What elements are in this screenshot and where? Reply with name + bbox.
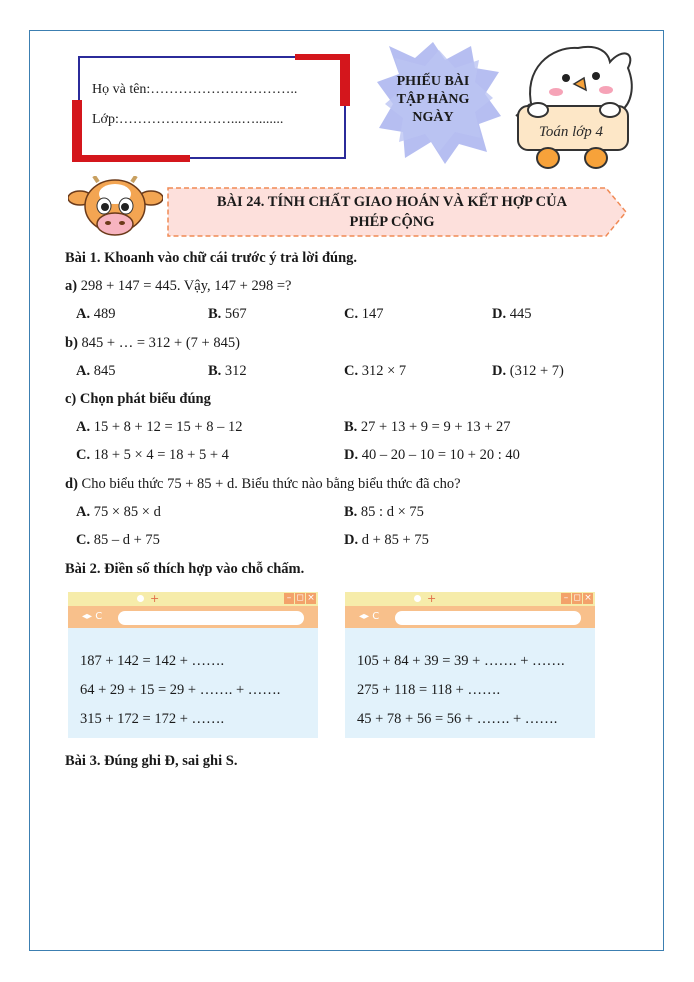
option-c[interactable]	[76, 447, 229, 464]
question-label: b)	[65, 335, 78, 351]
option-text: 40 – 20 – 10 = 10 + 20 : 40	[361, 447, 520, 463]
nav-refresh-icon: ◂▸ C	[359, 611, 380, 622]
option-letter: B.	[344, 504, 358, 520]
option-d[interactable]	[492, 306, 531, 323]
option-a[interactable]	[76, 363, 115, 380]
question-a	[65, 278, 291, 295]
info-frame	[78, 56, 346, 159]
option-text: 445	[509, 306, 532, 322]
option-letter: D.	[344, 532, 359, 548]
option-text: 15 + 8 + 12 = 15 + 8 – 12	[93, 419, 243, 435]
option-text: 85 : d × 75	[360, 504, 424, 520]
option-d[interactable]	[344, 532, 429, 549]
question-b	[65, 335, 240, 352]
restore-icon: ◻	[296, 593, 304, 603]
question-text: Cho biểu thức 75 + 85 + d. Biểu thức nào bằng biểu thức đã cho?	[81, 476, 461, 492]
question-label: d)	[65, 476, 78, 492]
option-letter: D.	[492, 363, 507, 379]
student-info-box	[78, 56, 346, 159]
option-c[interactable]	[344, 306, 383, 323]
exercise-2-right-panel	[345, 592, 595, 738]
option-letter: A.	[76, 306, 91, 322]
panel-tab-bar	[68, 592, 318, 606]
option-letter: D.	[492, 306, 507, 322]
lesson-title	[178, 192, 606, 232]
option-letter: B.	[208, 363, 222, 379]
window-controls	[284, 593, 316, 604]
question-label: a)	[65, 278, 78, 294]
option-text: 312 × 7	[361, 363, 407, 379]
option-letter: C.	[344, 306, 359, 322]
question-c: c) Chọn phát biểu đúng	[65, 391, 211, 407]
tab-dot-icon	[414, 595, 421, 602]
restore-icon: ◻	[573, 593, 581, 603]
exercise-2-left-panel	[68, 592, 318, 738]
frame-corner-accent	[72, 155, 190, 162]
sheet-title-line: TẬP HÀNG	[396, 92, 470, 107]
close-icon: ×	[307, 593, 315, 603]
sheet-title-line: NGÀY	[412, 110, 454, 125]
option-letter: B.	[208, 306, 222, 322]
option-d[interactable]	[492, 363, 564, 380]
fill-in-equation[interactable]: 45 + 78 + 56 = 56 + ……. + …….	[357, 711, 558, 727]
option-text: (312 + 7)	[509, 363, 564, 379]
option-d[interactable]	[344, 447, 520, 464]
sheet-title	[375, 73, 491, 127]
frame-corner-accent	[72, 100, 82, 162]
close-icon: ×	[584, 593, 592, 603]
option-letter: A.	[76, 419, 91, 435]
new-tab-icon: +	[150, 592, 160, 605]
option-letter: D.	[344, 447, 359, 463]
option-text: 85 – d + 75	[93, 532, 160, 548]
option-c[interactable]	[344, 363, 406, 380]
address-bar	[118, 611, 304, 625]
option-text: 18 + 5 × 4 = 18 + 5 + 4	[93, 447, 229, 463]
option-letter: C.	[76, 447, 91, 463]
fill-in-equation[interactable]: 275 + 118 = 118 + …….	[357, 682, 501, 698]
exercise-1-title: Bài 1. Khoanh vào chữ cái trước ý trả lời đúng.	[65, 250, 358, 266]
fill-in-equation[interactable]: 187 + 142 = 142 + …….	[80, 653, 225, 669]
fill-in-equation[interactable]: 105 + 84 + 39 = 39 + ……. + …….	[357, 653, 565, 669]
option-letter: C.	[76, 532, 91, 548]
sheet-title-line: PHIẾU BÀI	[396, 74, 470, 89]
bird-mascot-icon	[512, 38, 637, 173]
option-c[interactable]	[76, 532, 160, 549]
nav-refresh-icon: ◂▸ C	[82, 611, 103, 622]
option-text: 489	[93, 306, 116, 322]
fill-in-equation[interactable]: 315 + 172 = 172 + …….	[80, 711, 225, 727]
fill-in-equation[interactable]: 64 + 29 + 15 = 29 + ……. + …….	[80, 682, 281, 698]
class-field[interactable]: Lớp:……………………...…........	[92, 112, 284, 127]
option-letter: A.	[76, 363, 91, 379]
option-text: 567	[224, 306, 247, 322]
new-tab-icon: +	[427, 592, 437, 605]
panel-tab-bar	[345, 592, 595, 606]
option-text: d + 85 + 75	[361, 532, 429, 548]
address-bar	[395, 611, 581, 625]
question-d	[65, 476, 461, 493]
option-text: 312	[224, 363, 247, 379]
option-text: 75 × 85 × d	[93, 504, 161, 520]
option-letter: B.	[344, 419, 358, 435]
option-letter: A.	[76, 504, 91, 520]
tab-dot-icon	[137, 595, 144, 602]
exercise-3-title: Bài 3. Đúng ghi Đ, sai ghi S.	[65, 753, 238, 769]
option-b[interactable]	[344, 504, 424, 521]
grade-label: Toán lớp 4	[538, 124, 604, 140]
option-text: 27 + 13 + 9 = 9 + 13 + 27	[360, 419, 511, 435]
frame-corner-accent	[295, 54, 350, 60]
minimize-icon: –	[284, 593, 294, 604]
option-text: 147	[361, 306, 384, 322]
frame-corner-accent	[340, 54, 350, 106]
exercise-2-title: Bài 2. Điền số thích hợp vào chỗ chấm.	[65, 561, 305, 577]
question-text: 298 + 147 = 445. Vậy, 147 + 298 =?	[80, 278, 292, 294]
option-b[interactable]	[208, 363, 247, 380]
option-a[interactable]	[76, 306, 115, 323]
cow-icon	[68, 176, 163, 242]
lesson-title-line: PHÉP CỘNG	[349, 214, 435, 230]
option-letter: C.	[344, 363, 359, 379]
name-field[interactable]: Họ và tên:…………………………..	[92, 82, 298, 97]
option-a[interactable]	[76, 504, 161, 521]
minimize-icon: –	[561, 593, 571, 604]
window-controls	[561, 593, 593, 604]
option-text: 845	[93, 363, 116, 379]
option-a[interactable]	[76, 419, 242, 436]
lesson-title-line: BÀI 24. TÍNH CHẤT GIAO HOÁN VÀ KẾT HỢP CỦA	[216, 194, 568, 210]
question-text: 845 + … = 312 + (7 + 845)	[81, 335, 240, 351]
option-b[interactable]	[344, 419, 511, 436]
option-b[interactable]	[208, 306, 247, 323]
